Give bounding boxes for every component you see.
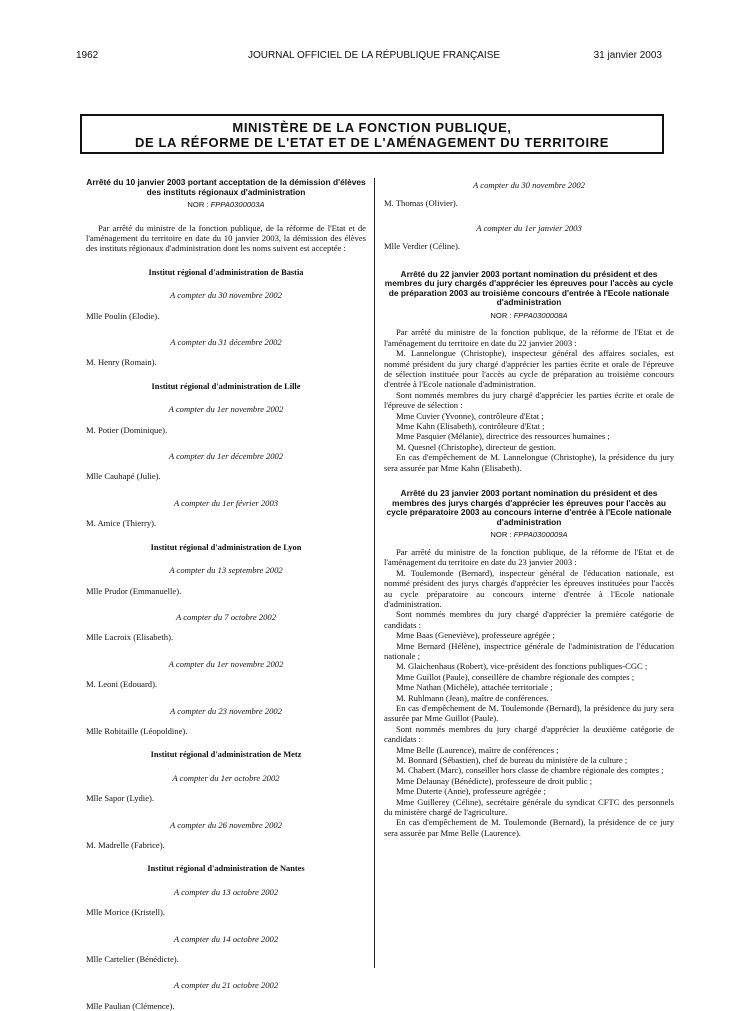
- person-name: Mlle Lacroix (Elisabeth).: [86, 632, 174, 643]
- paragraph: M. Toulemonde (Bernard), inspecteur général de l'éducation nationale, est nommé président des jurys chargés d'apprécier les épreuves instituées pour l'accès au cycle préparatoire au concours interne d'entrée à l'Ecole nationale d'administration.: [384, 567, 674, 609]
- person-name: Mlle Cartelier (Bénédicte).: [86, 954, 179, 964]
- effective-date: A compter du 23 novembre 2002: [170, 705, 282, 716]
- arrete1-title: Arrêté du 10 janvier 2003 portant acceptation de la démission d'élèves des instituts régionaux d'administration: [86, 177, 366, 197]
- institute-heading: Institut régional d'administration de Nantes: [147, 864, 305, 874]
- arrete2-title: Arrêté du 22 janvier 2003 portant nomination du président et des membres du jury chargés d'apprécier les épreuves pour l'accès au cycle de préparation 2003 au troisième concours d'entrée à l'Ecole nationale d'administration: [384, 268, 674, 308]
- effective-date: A compter du 13 septembre 2002: [169, 565, 283, 576]
- person-name: M. Madrelle (Fabrice).: [86, 839, 165, 850]
- institute-heading: Institut régional d'administration de Lille: [151, 381, 301, 391]
- page-number: 1962: [76, 50, 99, 61]
- arrete1-intro: Par arrêté du ministre de la fonction publique, de la réforme de l'Etat et de l'aménagement du territoire en date du 10 janvier 2003, la démission des élèves des instituts régionaux d'administration dont les noms suivent est acceptée :: [86, 222, 366, 254]
- nor-code: FPPA0300003A: [210, 200, 265, 210]
- person-name: Mlle Cauhapé (Julie).: [86, 471, 161, 482]
- nor-code: FPPA0300008A: [513, 311, 568, 320]
- person-name: Mlle Verdier (Céline).: [384, 241, 460, 252]
- jury-member: M. Bonnard (Sébastien), chef de bureau du ministère de la culture ;: [396, 755, 628, 765]
- person-name: Mlle Prudor (Emmanuelle).: [86, 585, 182, 596]
- effective-date: A compter du 1er novembre 2002: [168, 658, 284, 669]
- arrete3-nor: [384, 530, 674, 540]
- jury-member: Mme Guillerey (Céline), secrétaire générale du syndicat CFTC des personnels du ministère chargé de l'agriculture.: [384, 796, 674, 818]
- effective-date: A compter du 1er février 2003: [173, 497, 279, 508]
- person-name: M. Potier (Dominique).: [86, 424, 168, 435]
- nor-code: FPPA0300009A: [513, 530, 568, 540]
- paragraph: En cas d'empêchement de M. Toulemonde (Bernard), la présidence du jury sera assurée par Mme Guillot (Paule).: [384, 702, 674, 724]
- paragraph: Par arrêté du ministre de la fonction publique, de la réforme de l'Etat et de l'aménagement du territoire en date du 22 janvier 2003 :: [384, 327, 674, 348]
- effective-date: A compter du 30 novembre 2002: [170, 290, 282, 301]
- effective-date: A compter du 21 octobre 2002: [173, 980, 279, 991]
- right-column: [384, 178, 674, 838]
- jury-member: M. Chabert (Marc), conseiller hors classe de chambre régionale des comptes ;: [396, 765, 664, 776]
- arrete3-title: Arrêté du 23 janvier 2003 portant nomination du président et des membres des jurys chargés d'apprécier les épreuves pour l'accès au cycle préparatoire 2003 au concours interne d'entrée à l'Ecole nationale d'administration: [386, 488, 672, 527]
- paragraph: Sont nommés membres du jury chargé d'apprécier la deuxième catégorie de candidats :: [384, 723, 674, 745]
- institute-heading: Institut régional d'administration de Bastia: [148, 267, 304, 277]
- effective-date: A compter du 31 décembre 2002: [170, 337, 282, 348]
- effective-date: A compter du 1er décembre 2002: [168, 451, 284, 462]
- jury-member: Mme Nathan (Michèle), attachée territoriale ;: [396, 682, 553, 693]
- effective-date: A compter du 7 octobre 2002: [175, 611, 276, 622]
- person-name: Mlle Sapor (Lydie).: [86, 793, 155, 804]
- left-column: [86, 178, 366, 1011]
- ministry-line-2: DE LA RÉFORME DE L'ETAT ET DE L'AMÉNAGEMENT DU TERRITOIRE: [135, 135, 609, 150]
- jury-member: M. Ruhlmann (Jean), maître de conférences.: [396, 692, 549, 703]
- effective-date: A compter du 1er janvier 2003: [476, 222, 582, 233]
- institute-heading: Institut régional d'administration de Lyon: [150, 542, 302, 552]
- person-name: M. Leoni (Edouard).: [86, 679, 158, 690]
- person-name: Mlle Paulian (Clémence).: [86, 1000, 175, 1011]
- issue-date: 31 janvier 2003: [593, 50, 662, 61]
- person-name: Mlle Morice (Kristell).: [86, 907, 165, 918]
- jury-member: M. Glaichenhaus (Robert), vice-président des fonctions publiques-CGC ;: [396, 661, 648, 672]
- arrete1-nor: [86, 200, 366, 210]
- nor-label: NOR :: [490, 530, 512, 540]
- person-name: M. Amice (Thierry).: [86, 518, 157, 529]
- jury-member: Mme Kahn (Elisabeth), contrôleure d'Etat ;: [396, 421, 545, 432]
- paragraph: Sont nommés membres du jury chargé d'apprécier la première catégorie de candidats :: [384, 609, 674, 630]
- nor-label: NOR :: [490, 311, 512, 320]
- person-name: M. Thomas (Olivier).: [384, 198, 458, 209]
- effective-date: A compter du 1er novembre 2002: [168, 404, 284, 415]
- jury-member: Mme Belle (Laurence), maître de conférences ;: [396, 744, 559, 755]
- ministry-line-1: MINISTÈRE DE LA FONCTION PUBLIQUE,: [232, 120, 512, 135]
- effective-date: A compter du 13 octobre 2002: [173, 886, 279, 897]
- arrete2-nor: [384, 311, 674, 321]
- person-name: Mlle Poulin (Elodie).: [86, 310, 160, 321]
- jury-member: Mme Bernard (Hélène), inspectrice générale de l'administration de l'éducation nationale ;: [384, 640, 674, 661]
- paragraph: Par arrêté du ministre de la fonction publique, de la réforme de l'Etat et de l'aménagement du territoire en date du 23 janvier 2003 :: [384, 546, 674, 568]
- effective-date: A compter du 26 novembre 2002: [170, 819, 282, 830]
- jury-member: Mme Duterte (Anne), professeure agrégée ;: [396, 786, 546, 797]
- jury-member: Mme Baas (Geneviève), professeure agrégée ;: [396, 630, 555, 641]
- paragraph: En cas d'empêchement de M. Toulemonde (Bernard), la présidence de ce jury sera assurée par Mme Belle (Laurence).: [384, 817, 674, 838]
- paragraph: M. Lannelongue (Christophe), inspecteur général des affaires sociales, est nommé président du jury chargé d'apprécier les parties écrite et orale de l'épreuve de sélection instituée pour l'accès au cycle de préparation au troisième concours d'entrée à l'Ecole nationale d'administration.: [384, 348, 674, 390]
- institute-heading: Institut régional d'administration de Metz: [150, 750, 302, 760]
- paragraph: Sont nommés membres du jury chargé d'apprécier les parties écrite et orale de l'épreuve de sélection :: [384, 389, 674, 411]
- paragraph: En cas d'empêchement de M. Lannelongue (Christophe), la présidence du jury sera assurée par Mme Kahn (Elisabeth).: [384, 452, 674, 473]
- jury-member: Mme Delaunay (Bénédicte), professeure de droit public ;: [396, 775, 593, 786]
- person-name: Mlle Robitaille (Léopoldine).: [86, 725, 188, 736]
- nor-label: NOR :: [187, 200, 209, 210]
- column-separator: [374, 178, 375, 968]
- effective-date: A compter du 1er octobre 2002: [172, 772, 280, 783]
- jury-member: M. Quesnel (Christophe), directeur de gestion.: [396, 441, 556, 452]
- effective-date: A compter du 14 octobre 2002: [173, 933, 279, 944]
- jury-member: Mme Pasquier (Mélanie), directrice des ressources humaines ;: [396, 431, 610, 442]
- jury-member: Mme Cuvier (Yvonne), contrôleure d'Etat ;: [396, 410, 544, 421]
- ministry-title-box: [80, 114, 664, 154]
- jury-member: Mme Guillot (Paule), conseillère de chambre régionale des comptes ;: [396, 671, 635, 682]
- journal-title: JOURNAL OFFICIEL DE LA RÉPUBLIQUE FRANÇAISE: [247, 50, 501, 61]
- effective-date: A compter du 30 novembre 2002: [473, 180, 585, 190]
- person-name: M. Henry (Romain).: [86, 357, 157, 368]
